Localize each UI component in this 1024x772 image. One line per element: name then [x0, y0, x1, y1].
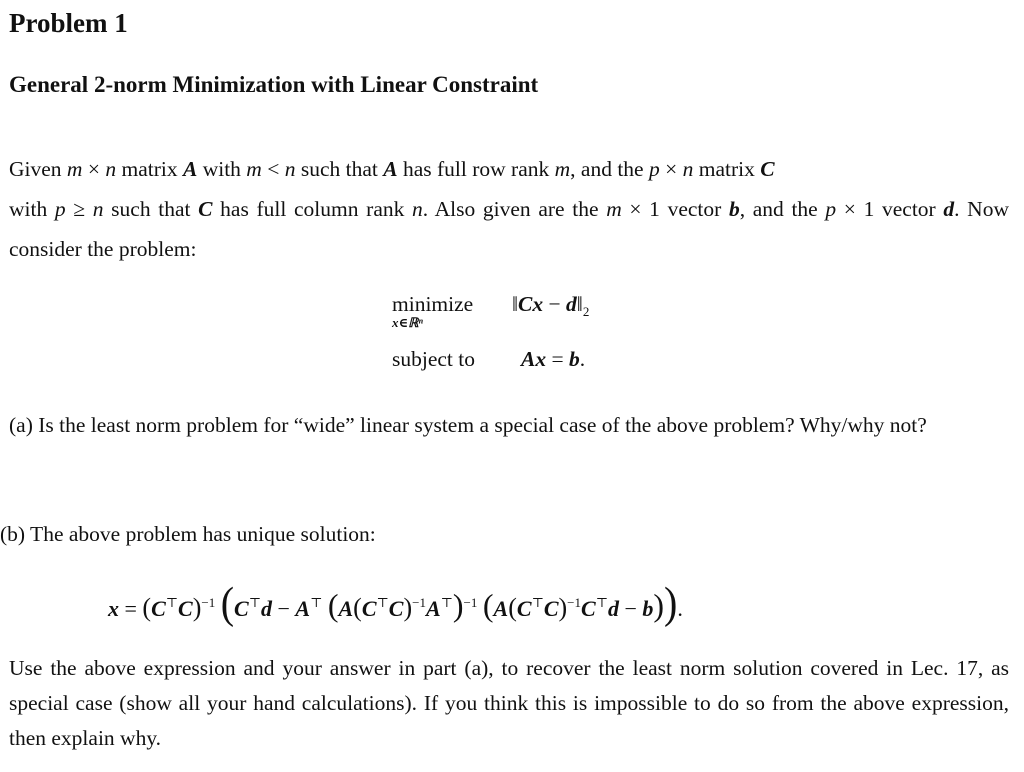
subject-to-label: subject to	[392, 347, 475, 371]
problem-statement: Given m × n matrix A with m < n such that A has full row rank m, and the p × n matrix C with p ≥ n such that C has full column rank n. Also given are the m × 1 vector b, and the p × 1 vector d. Now consider the problem:	[9, 157, 1009, 261]
objective-expression: ‖Cx − $d‖_2$	[512, 292, 590, 319]
problem-subtitle: General 2-norm Minimization with Linear Constraint	[9, 72, 539, 97]
problem-title: Problem 1	[9, 8, 128, 38]
part-a-question: (a) Is the least norm problem for “wide” linear system a special case of the above problem? Why/why not?	[9, 413, 927, 437]
constraint-expression: Ax = b.	[521, 347, 586, 371]
minimize-label: minimize	[392, 292, 474, 316]
minimize-variable: x∈ℝⁿ	[392, 315, 423, 330]
solution-formula: $x = (C^⊤C)^{-1}$ (C⊤d − A⊤ $(A(C^⊤C)^{-1}A^⊤)^{-1}$ $(A(C^⊤C)^{-1}C^⊤d - b)$).	[108, 577, 683, 628]
part-b-intro: (b) The above problem has unique solution:	[0, 522, 376, 546]
part-b-question: Use the above expression and your answer in part (a), to recover the least norm solution covered in Lec. 17, as special case (show all your hand calculations). If you think this is impossible to do so from the above expression, then explain why.	[9, 656, 1009, 750]
